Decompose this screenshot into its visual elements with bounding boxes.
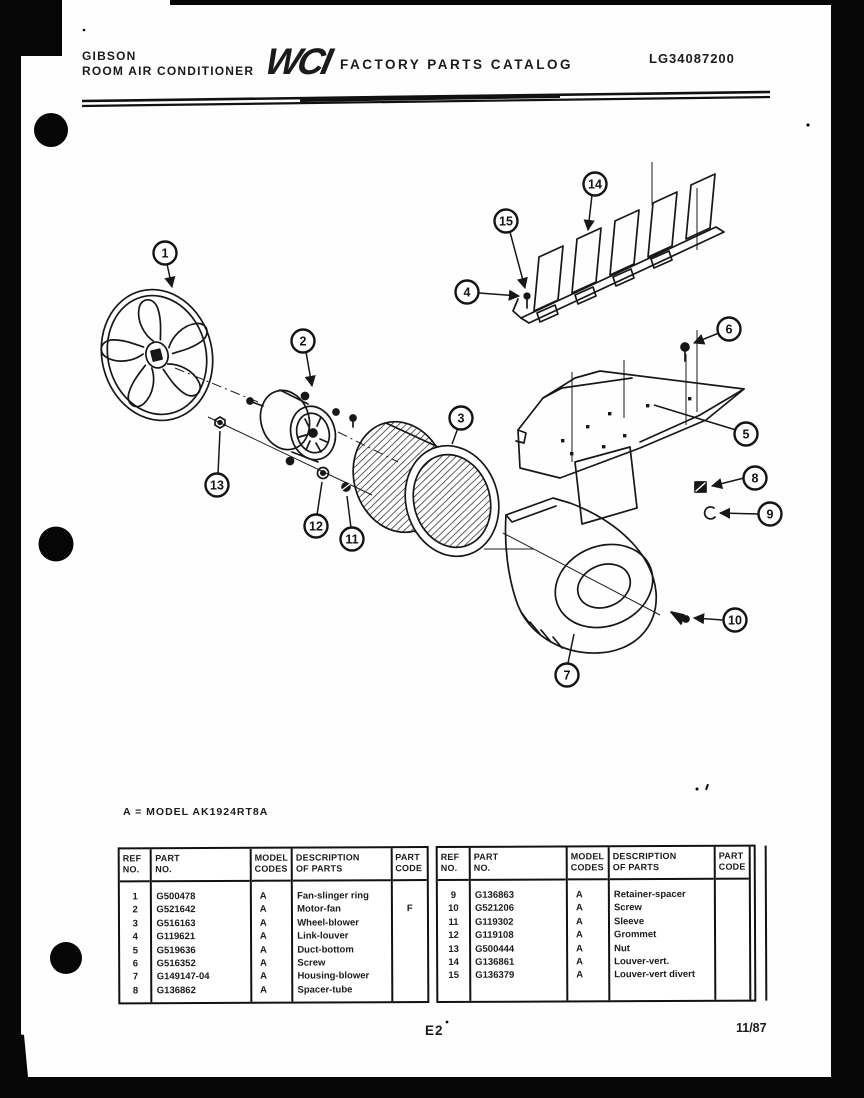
- brand-name: GIBSON: [82, 49, 137, 63]
- parts-table-right: [436, 845, 757, 1003]
- table-cell-part: G119108: [475, 929, 514, 942]
- table-cell-ref: 3: [132, 918, 138, 930]
- callout-number-2: 2: [299, 334, 307, 349]
- table-cell-desc: Fan-slinger ring: [297, 890, 369, 902]
- table-cell-model: A: [576, 929, 583, 941]
- table-cell-ref: 8: [132, 985, 139, 997]
- table-cell-desc: Grommet: [614, 929, 657, 941]
- column-model-codes: [568, 847, 611, 1000]
- duct-bottom: [516, 371, 744, 478]
- column-part-code: [716, 847, 752, 1000]
- table-cell-model: A: [576, 969, 584, 981]
- screw-6: [681, 343, 689, 361]
- table-cell-ref: 1: [132, 891, 138, 903]
- column-model-codes: [252, 849, 294, 1002]
- table-cell-ref: 5: [132, 944, 139, 956]
- sleeve-11: [342, 483, 350, 491]
- column-header: PART NO.: [471, 847, 566, 880]
- header-rule: [82, 92, 770, 106]
- callout-number-3: 3: [457, 411, 465, 426]
- table-cell-ref: 6: [132, 958, 139, 970]
- column-part-no: [471, 847, 569, 1000]
- column-header: DESCRIPTION OF PARTS: [293, 848, 391, 881]
- column-description: [293, 848, 393, 1001]
- table-cell-part: G149147-04: [156, 971, 210, 983]
- table-cell-ref: 12: [448, 930, 459, 942]
- table-cell-code: [716, 968, 749, 982]
- binder-hole: [34, 113, 68, 147]
- wheel-blower: [340, 410, 511, 567]
- column-header: REF NO.: [438, 848, 469, 881]
- callout-number-1: 1: [161, 246, 169, 261]
- table-cell-code: [392, 889, 426, 903]
- table-cell-part: G516163: [156, 917, 196, 930]
- table-cell-model: A: [575, 902, 583, 914]
- table-cell-ref: 9: [450, 889, 457, 901]
- callout-number-11: 11: [345, 532, 359, 547]
- page-code: E2: [425, 1023, 444, 1038]
- brand-block: [82, 49, 254, 79]
- callout-number-6: 6: [725, 322, 733, 337]
- table-cell-model: A: [259, 904, 267, 916]
- callout-number-4: 4: [463, 285, 471, 300]
- callout-number-8: 8: [751, 471, 759, 486]
- parts-table: [118, 845, 760, 1005]
- date-code: 11/87: [736, 1021, 767, 1035]
- column-description: [610, 847, 717, 1000]
- table-cell-code: [393, 929, 427, 943]
- table-cell-desc: Screw: [297, 957, 326, 969]
- parts-table-left: [118, 846, 430, 1004]
- louver-assembly: [513, 174, 724, 323]
- column-header: MODEL CODES: [252, 849, 291, 882]
- callout-number-7: 7: [563, 668, 571, 683]
- table-cell-ref: 13: [448, 943, 459, 955]
- table-cell-ref: 14: [448, 956, 459, 968]
- model-note: A = MODEL AK1924RT8A: [123, 806, 269, 818]
- table-cell-desc: Sleeve: [613, 915, 645, 928]
- table-cell-desc: Screw: [613, 902, 642, 914]
- table-cell-code: [393, 943, 427, 957]
- table-cell-ref: 4: [132, 931, 138, 943]
- table-cell-part: G516352: [156, 958, 196, 970]
- column-ref-no: [120, 849, 153, 1002]
- document-number: LG34087200: [649, 51, 735, 66]
- catalog-title: FACTORY PARTS CATALOG: [340, 57, 574, 72]
- table-cell-part: G136379: [475, 970, 515, 982]
- column-header: PART CODE: [392, 848, 427, 881]
- callout-number-9: 9: [766, 507, 774, 522]
- binder-hole: [39, 527, 74, 562]
- table-cell-ref: 7: [132, 971, 139, 983]
- table-cell-desc: Motor-fan: [297, 903, 341, 916]
- table-cell-model: A: [575, 916, 583, 928]
- retainer-spacer-frame: [575, 447, 715, 524]
- callout-number-5: 5: [742, 427, 750, 442]
- table-cell-part: G136863: [474, 889, 514, 901]
- brand-product: ROOM AIR CONDITIONER: [82, 64, 255, 78]
- table-cell-desc: Spacer-tube: [297, 984, 353, 996]
- table-cell-part: G119621: [156, 931, 196, 943]
- column-header: PART NO.: [152, 849, 250, 882]
- table-cell-part: G136862: [156, 984, 196, 996]
- table-cell-part: G521206: [474, 903, 515, 915]
- table-cell-code: [393, 969, 427, 983]
- table-cell-model: A: [259, 917, 267, 929]
- table-cell-model: A: [259, 890, 267, 902]
- table-cell-model: A: [260, 971, 267, 983]
- table-cell-ref: 15: [448, 970, 460, 982]
- table-cell-code: [716, 888, 749, 902]
- column-header: DESCRIPTION OF PARTS: [610, 847, 714, 880]
- callout-number-15: 15: [499, 214, 513, 229]
- table-cell-desc: Housing-blower: [297, 970, 370, 982]
- table-cell-desc: Duct-bottom: [297, 943, 354, 956]
- table-cell-desc: Wheel-blower: [297, 917, 359, 929]
- table-cell-model: A: [575, 889, 583, 901]
- motor-fan: [247, 385, 356, 465]
- column-header: PART CODE: [716, 847, 749, 880]
- table-cell-code: [716, 901, 749, 915]
- table-cell-code: F: [406, 903, 413, 915]
- column-header: MODEL CODES: [568, 847, 608, 880]
- table-cell-part: G136861: [475, 956, 515, 968]
- wci-logo: WCI: [261, 41, 334, 82]
- callout-number-10: 10: [728, 613, 742, 628]
- table-cell-code: [716, 914, 749, 928]
- table-cell-ref: 11: [448, 916, 459, 928]
- table-cell-model: A: [259, 930, 267, 942]
- table-cell-model: A: [260, 957, 267, 969]
- table-cell-code: [393, 983, 427, 997]
- table-cell-part: G500444: [475, 943, 515, 955]
- table-cell-code: [716, 941, 749, 955]
- table-cell-ref: 2: [132, 904, 138, 916]
- table-cell-part: G500478: [156, 891, 196, 903]
- nut-13: [215, 417, 225, 428]
- table-cell-code: [393, 916, 427, 930]
- table-cell-desc: Louver-vert.: [614, 955, 670, 968]
- callout-number-13: 13: [210, 478, 224, 493]
- table-cell-part: G519636: [156, 944, 196, 956]
- column-header: REF NO.: [120, 849, 151, 882]
- table-cell-model: A: [260, 984, 268, 996]
- table-cell-desc: Retainer-spacer: [613, 888, 686, 901]
- fan-slinger-ring: [87, 277, 229, 432]
- callout-number-12: 12: [309, 519, 323, 534]
- table-cell-model: A: [576, 942, 584, 954]
- table-cell-model: A: [259, 944, 267, 956]
- table-cell-ref: 10: [448, 903, 459, 915]
- table-cell-desc: Louver-vert divert: [614, 969, 696, 981]
- table-cell-code: [716, 955, 749, 969]
- column-part-code: [392, 848, 427, 1001]
- table-cell-code: [393, 956, 427, 970]
- table-cell-model: A: [576, 956, 584, 968]
- table-cell-desc: Nut: [614, 942, 630, 954]
- column-part-no: [152, 849, 252, 1002]
- table-cell-desc: Link-louver: [297, 930, 349, 942]
- binder-hole: [50, 942, 82, 974]
- column-ref-no: [438, 848, 472, 1001]
- screw-10: [671, 612, 689, 624]
- callout-number-14: 14: [588, 177, 602, 192]
- table-cell-part: G119302: [474, 916, 514, 928]
- table-cell-part: G521642: [156, 904, 196, 916]
- table-cell-code: [716, 928, 749, 942]
